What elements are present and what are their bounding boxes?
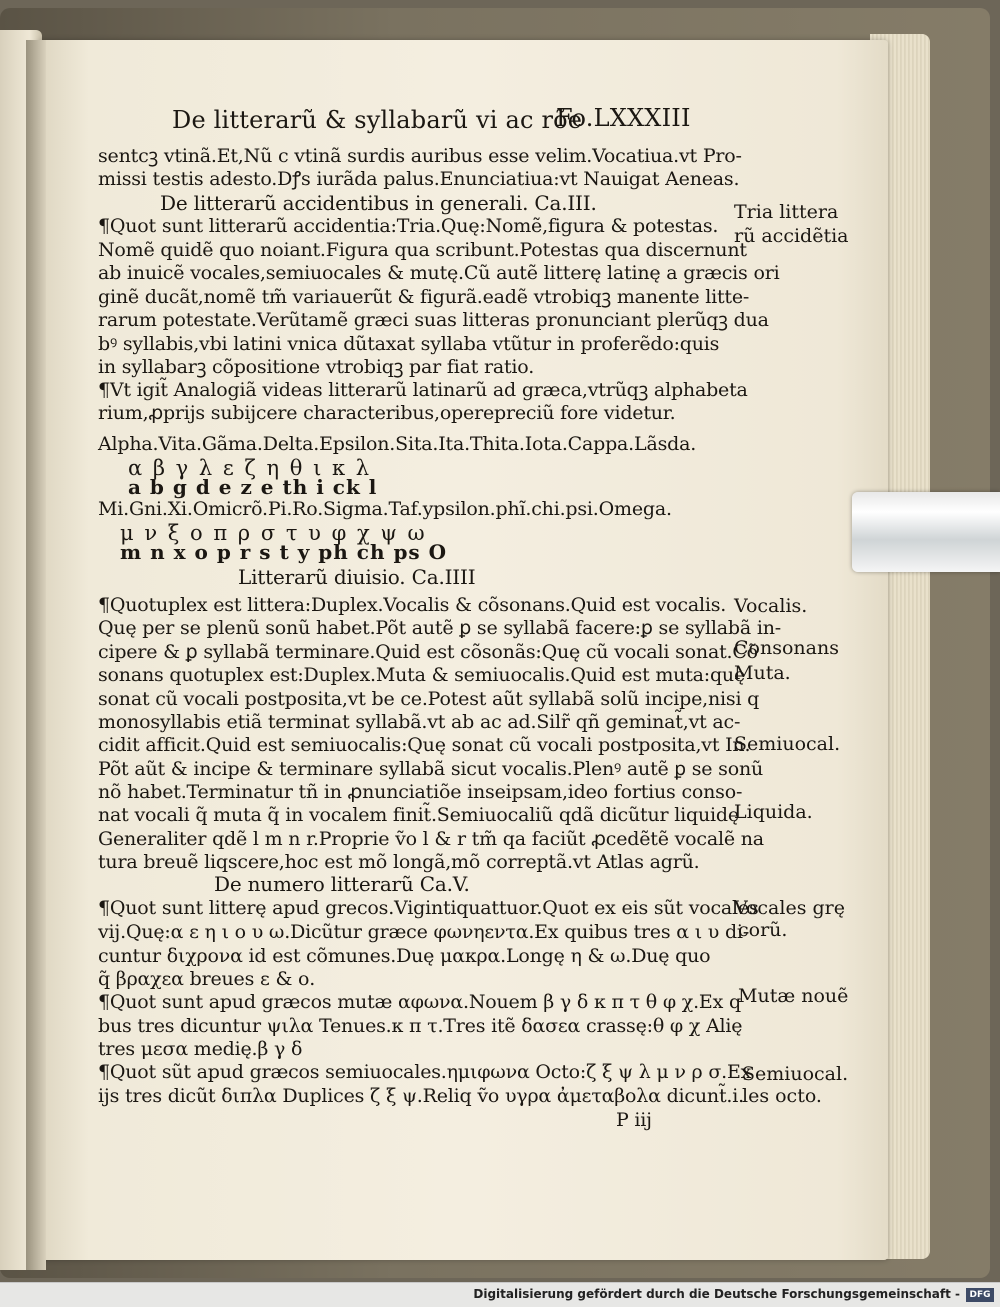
chapter-heading: De numero litterarũ Ca.V. <box>214 872 470 896</box>
margin-note: les octo. <box>742 1085 822 1107</box>
text-line: monosyllabis etiã terminat syllabã.vt ab ac ad.Silr̃ qñ geminat̃,vt ac- <box>98 711 741 733</box>
text-line: rarum potestate.Verũtamẽ græci suas litteras pronunciant plerũqꝫ dua <box>98 309 769 331</box>
text-line: ab inuicẽ vocales,semiuocales & mutę.Cũ autẽ litterę latinę a græcis ori <box>98 262 780 284</box>
text-line: tura breuẽ liqscere,hoc est mõ longã,mõ correptã.vt Atlas agrũ. <box>98 851 700 873</box>
text-line: sonat cũ vocali postposita,vt be ce.Potest aũt syllabã solũ incipe,nisi q <box>98 688 760 710</box>
greek-alphabet-row-1: α β γ λ ε ζ η θ ι κ λ <box>128 456 372 480</box>
text-line: ¶Quotuplex est littera:Duplex.Vocalis & cõsonans.Quid est vocalis. <box>98 594 727 616</box>
text-line: ginẽ ducãt,nomẽ tm̃ variauerũt & figurã.eadẽ vtrobiqꝫ manente litte- <box>98 286 750 308</box>
margin-note: corũ. <box>738 919 788 941</box>
text-line: sentcꝫ vtinã.Et,Nũ c vtinã surdis auribus esse velim.Vocatiua.vt Pro- <box>98 145 742 167</box>
text-line: Generaliter qdẽ l m n r.Proprie ṽo l & r tm̃ qa faciũt ꝓcedẽtẽ vocalẽ na <box>98 828 764 850</box>
signature-mark: P iij <box>616 1109 652 1131</box>
text-line: missi testis adesto.Dꝭs iurãda palus.Enunciatiua:vt Nauigat Aeneas. <box>98 168 740 190</box>
margin-note: Vocales grę <box>734 897 845 919</box>
text-line: nat vocali q̃ muta q̃ in vocalem finit̃.Semiuocaliũ qdã dicũtur liquidę <box>98 804 739 826</box>
text-line: ¶Quot sunt litterę apud grecos.Vigintiquattuor.Quot ex eis sũt vocales <box>98 897 759 919</box>
text-line: tres μεσα medię.β γ δ <box>98 1038 303 1060</box>
text-line: Quę per se plenũ sonũ habet.Põt autẽ ꝑ se syllabã facere:ꝑ se syllabã in- <box>98 617 781 639</box>
text-line: cipere & ꝑ syllabã terminare.Quid est cõsonãs:Quę cũ vocali sonat.Cõ <box>98 641 758 663</box>
text-line: q̃ βραχεα breues ε & ο. <box>98 968 316 990</box>
text-line: in syllabarꝫ cõpositione vtrobiqꝫ par fiat ratio. <box>98 356 535 378</box>
margin-note: Semiuocal. <box>734 733 841 755</box>
text-line: rium,ꝓprijs subijcere characteribus,operepreciũ fore videtur. <box>98 402 676 424</box>
greek-letter-names-1: Alpha.Vita.Gãma.Delta.Epsilon.Sita.Ita.Thita.Iota.Cappa.Lãsda. <box>98 433 697 455</box>
greek-letter-names-2: Mi.Gni.Xi.Omicrõ.Pi.Ro.Sigma.Taf.ypsilon.phĩ.chi.psi.Omega. <box>98 498 672 520</box>
text-line: nõ habet.Terminatur tñ in ꝓnunciatiõe inseipsam,ideo fortius conso- <box>98 781 743 803</box>
text-line: ¶Quot sunt litterarũ accidentia:Tria.Quę:Nomẽ,figura & potestas. <box>98 215 719 237</box>
latin-equivalents-row-2: m n x o p r s t y ph ch ps O <box>120 540 448 564</box>
text-line: ijs tres dicũt διπλα Duplices ζ ξ ψ.Reliq ṽo υγρα ἀμεταβολα dicunt̃.i. <box>98 1085 744 1107</box>
margin-note: Mutæ nouẽ <box>738 985 849 1007</box>
folio-number: Fo.LXXXIII <box>556 104 691 132</box>
margin-note: Semiuocal. <box>742 1063 849 1085</box>
text-line: bꝰ syllabis,vbi latini vnica dũtaxat syllaba vtũtur in proferẽdo:quis <box>98 333 720 355</box>
margin-note: rũ accidẽtia <box>734 225 849 247</box>
margin-note: Tria littera <box>734 201 839 223</box>
text-line: ¶Quot sunt apud græcos mutæ αφωνα.Nouem β γ δ κ π τ θ φ χ.Ex q <box>98 991 741 1013</box>
margin-note: Muta. <box>734 662 791 684</box>
text-line: vij.Quę:α ε η ι ο υ ω.Dicũtur græce φωνηεντα.Ex quibus tres α ι υ di- <box>98 921 750 943</box>
text-line: bus tres dicuntur ψιλα Tenues.κ π τ.Tres itẽ δασεα crassę:θ φ χ Alię <box>98 1015 743 1037</box>
text-line: sonans quotuplex est:Duplex.Muta & semiuocalis.Quid est muta:quę <box>98 664 746 686</box>
running-title: De litterarũ & syllabarũ vi ac rõe <box>172 106 583 134</box>
dfg-logo-icon: DFG <box>966 1288 994 1302</box>
margin-note: Liquida. <box>734 801 813 823</box>
greek-alphabet-row-2: μ ν ξ ο π ρ σ τ υ φ χ ψ ω <box>120 521 427 545</box>
text-line: cidit afficit.Quid est semiuocalis:Quę sonat cũ vocali postposita,vt In. <box>98 734 751 756</box>
latin-equivalents-row-1: a b g d e z e th i ck l <box>128 475 378 499</box>
text-line: cuntur διχρονα id est cõmunes.Duę μακρα.Longę η & ω.Duę quo <box>98 945 711 967</box>
funding-credit: Digitalisierung gefördert durch die Deutsche Forschungsgemeinschaft - <box>473 1287 960 1301</box>
chapter-heading: De litterarũ accidentibus in generali. Ca.III. <box>160 191 597 215</box>
footer-bar <box>0 1282 1000 1307</box>
text-line: Põt aũt & incipe & terminare syllabã sicut vocalis.Plenꝰ autẽ ꝑ se sonũ <box>98 758 764 780</box>
text-line: Nomẽ quidẽ quo noiant.Figura qua scribunt.Potestas qua discernunt <box>98 239 747 261</box>
chapter-heading: Litterarũ diuisio. Ca.IIII <box>238 565 476 589</box>
margin-note: Vocalis. <box>734 595 808 617</box>
text-line: ¶Quot sũt apud græcos semiuocales.ημιφωνα Octo:ζ ξ ψ λ μ ν ρ σ.Ex <box>98 1061 752 1083</box>
margin-note: Consonans <box>734 637 839 659</box>
text-line: ¶Vt igit̃ Analogiã videas litterarũ latinarũ ad græca,vtrũqꝫ alphabeta <box>98 379 748 401</box>
